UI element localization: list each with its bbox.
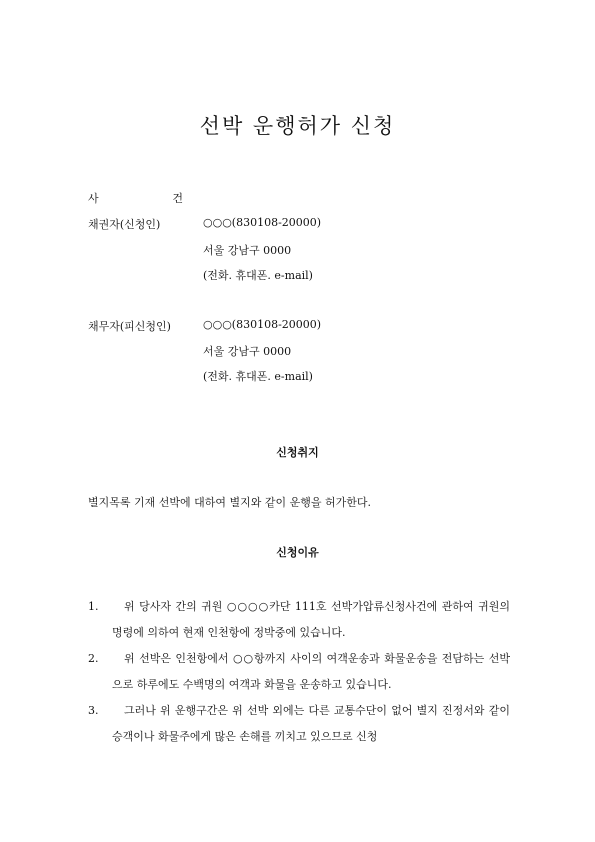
purpose-text: 별지목록 기재 선박에 대하여 별지와 같이 운행을 허가한다. [88, 496, 371, 509]
reason-text: 그러나 위 운행구간은 위 선박 외에는 다른 교통수단이 없어 별지 진정서와 같이 승객이나 화물주에게 많은 손해를 끼치고 있으므로 신청 [112, 704, 510, 743]
reason-text: 위 당사자 간의 귀원 ○○○○카단 111호 선박가압류신청사건에 관하여 귀원의 명령에 의하여 현재 인천항에 정박중에 있습니다. [112, 600, 510, 639]
reason-number: 2. [88, 652, 99, 665]
case-label-char-1: 사 [88, 192, 99, 205]
case-label-char-2: 건 [172, 192, 183, 205]
debtor-name: ○○○(830108-20000) [203, 318, 322, 331]
reason-item [88, 698, 510, 750]
reason-item [88, 646, 510, 698]
reason-item [88, 594, 510, 646]
case-label [88, 190, 183, 206]
creditor-contact: (전화. 휴대폰. e-mail) [203, 269, 313, 282]
reasons-heading: 신청이유 [276, 546, 319, 559]
document-title: 선박 운행허가 신청 [199, 114, 396, 139]
creditor-role: 채권자(신청인) [88, 218, 161, 231]
reason-text: 위 선박은 인천항에서 ○○항까지 사이의 여객운송과 화물운송을 전담하는 선박으로 하루에도 수백명의 여객과 화물을 운송하고 있습니다. [112, 652, 510, 691]
debtor-address: 서울 강남구 0000 [203, 345, 292, 358]
reason-number: 1. [88, 600, 99, 613]
debtor-contact: (전화. 휴대폰. e-mail) [203, 370, 313, 383]
creditor-name: ○○○(830108-20000) [203, 216, 322, 229]
creditor-address: 서울 강남구 0000 [203, 244, 292, 257]
debtor-role: 채무자(피신청인) [88, 320, 171, 333]
reasons-list [88, 594, 510, 750]
purpose-heading: 신청취지 [276, 446, 319, 459]
reason-number: 3. [88, 704, 99, 717]
